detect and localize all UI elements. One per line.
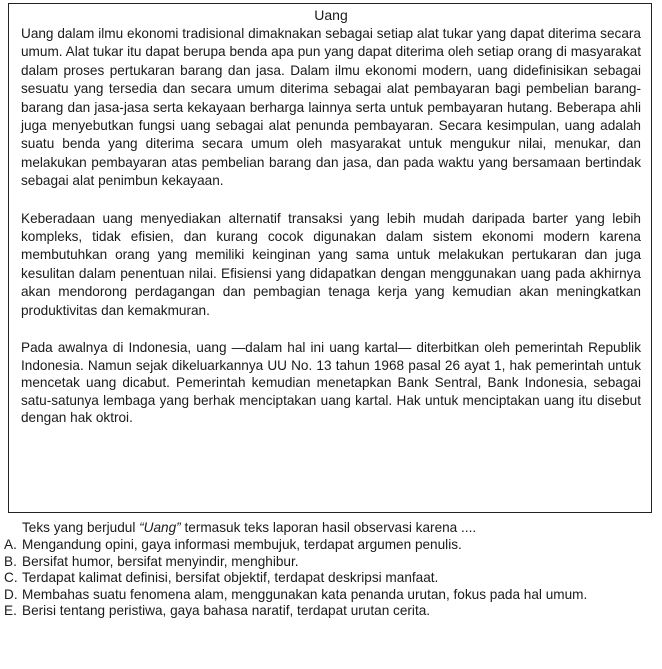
option-letter: A. [4,537,17,552]
option-text: Membahas suatu fenomena alam, menggunakan kata penanda urutan, fokus pada hal umum. [22,586,588,602]
passage-paragraph-2: Keberadaan uang menyediakan alternatif transaksi yang lebih mudah daripada barter yang lebih kompleks, tidak efisien, dan kurang cocok digunakan dalam sistem ekonomi modern karena membutuhkan orang yang memiliki keinginan yang sama untuk melakukan pertukaran dan juga kesulitan dalam penentuan nilai. Efisiensi yang didapatkan dengan menggunakan uang pada akhirnya akan mendorong perdagangan dan pembagian tenaga kerja yang kemudian akan meningkatkan produktivitas dan kemakmuran. [21,210,641,318]
option-b[interactable] [0,554,662,571]
passage-paragraph-3: Pada awalnya di Indonesia, uang —dalam hal ini uang kartal— diterbitkan oleh pemerintah Republik Indonesia. Namun sejak dikeluarkannya UU No. 13 tahun 1968 pasal 26 ayat 1, hak pemerintah untuk mencetak uang dicabut. Pemerintah kemudian menetapkan Bank Sentral, Bank Indonesia, sebagai satu-satunya lembaga yang berhak menciptakan uang kartal. Hak untuk menciptakan uang itu disebut dengan hak oktroi. [21,340,641,426]
option-letter: D. [4,586,18,602]
option-e[interactable] [0,603,662,620]
answer-options [0,537,662,620]
option-text: Mengandung opini, gaya informasi membujuk, terdapat argumen penulis. [22,537,462,552]
option-text: Berisi tentang peristiwa, gaya bahasa naratif, terdapat urutan cerita. [22,603,431,619]
question-prefix: Teks yang berjudul [22,520,140,535]
option-text: Bersifat humor, bersifat menyindir, menghibur. [22,553,299,569]
question-suffix: termasuk teks laporan hasil observasi karena .... [180,520,477,535]
passage-paragraph-1: Uang dalam ilmu ekonomi tradisional dimaknakan sebagai setiap alat tukar yang dapat diterima secara umum. Alat tukar itu dapat berupa benda apa pun yang dapat diterima oleh setiap orang di masyarakat dalam proses pertukaran barang dan jasa. Dalam ilmu ekonomi modern, uang didefinisikan sebagai sesuatu yang tersedia dan secara umum diterima sebagai alat pembayaran bagi pembelian barang-barang dan jasa-jasa serta kekayaan berharga lainnya serta untuk pembayaran hutang. Beberapa ahli juga menyebutkan fungsi uang sebagai alat penunda pembayaran. Secara kesimpulan, uang adalah suatu benda yang diterima secara umum oleh masyarakat untuk mengukur nilai, menukar, dan melakukan pembayaran atas pembelian barang dan jasa, dan pada waktu yang bersamaan bertindak sebagai alat penimbun kekayaan. [21,26,641,189]
option-letter: C. [4,570,18,586]
question-title-quoted: “Uang” [139,520,181,535]
option-a[interactable] [0,537,662,554]
option-letter: B. [4,553,17,569]
option-c[interactable] [0,570,662,587]
passage-box [8,3,652,513]
question-stem [22,519,476,537]
option-letter: E. [4,603,17,619]
option-text: Terdapat kalimat definisi, bersifat objektif, terdapat deskripsi manfaat. [22,570,439,586]
option-d[interactable] [0,587,662,604]
passage-title: Uang [314,7,348,23]
